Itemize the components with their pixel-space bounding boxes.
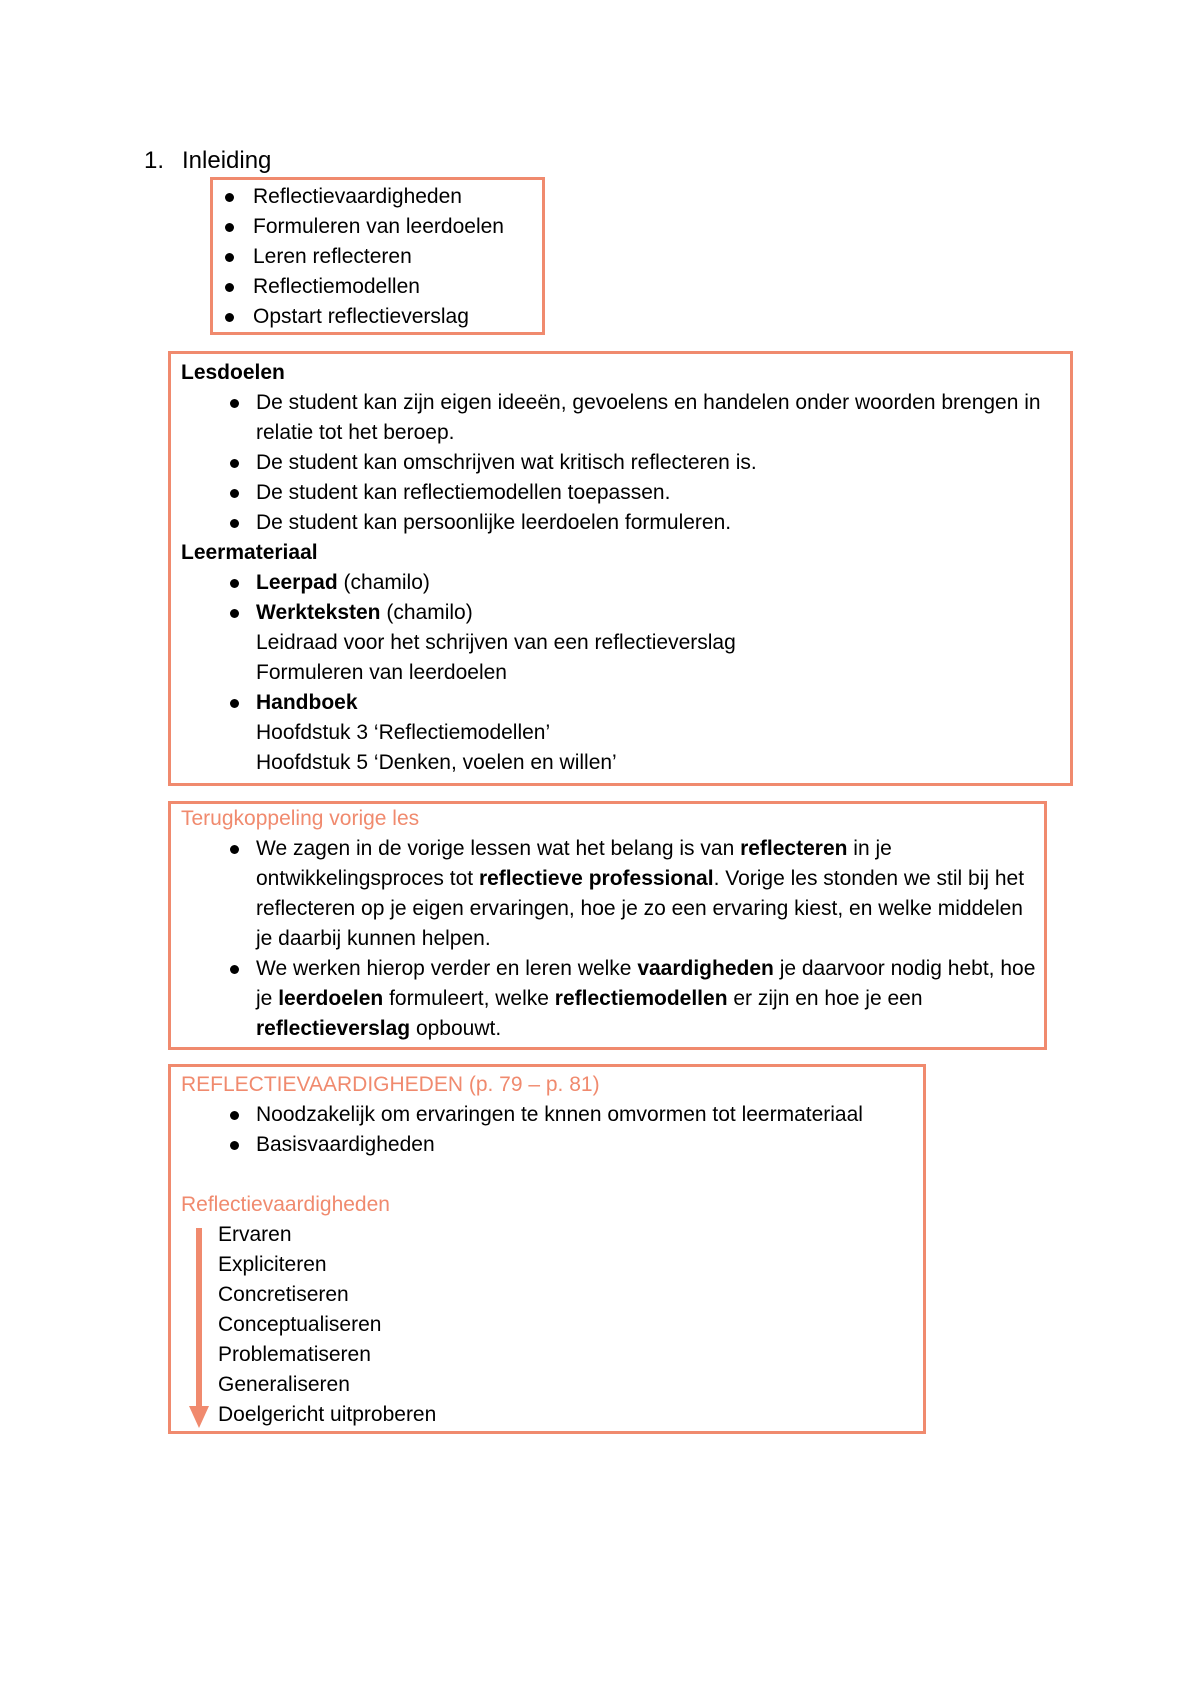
section-heading — [144, 146, 271, 176]
text-run: in je ontwikkelingsproces tot — [256, 837, 892, 890]
step-item: Problematiseren — [218, 1343, 371, 1366]
list-item — [181, 598, 1070, 628]
text-run-bold: reflectieve professional — [478, 867, 714, 890]
list-item — [181, 954, 1044, 1044]
reflectievaardigheden-list — [181, 1100, 923, 1160]
arrow-head-icon — [189, 1406, 209, 1428]
handboek-sub-2: Hoofdstuk 5 ‘Denken, voelen en willen’ — [256, 751, 617, 774]
reflectievaardigheden-subtitle: Reflectievaardigheden — [181, 1193, 390, 1216]
text-run-bold: reflectieverslag — [256, 1017, 411, 1040]
step-item: Generaliseren — [218, 1373, 350, 1396]
list-item: De student kan zijn eigen ideeën, gevoelens en handelen onder woorden brengen in relatie tot het beroep. — [181, 388, 1070, 448]
list-item: Opstart reflectieverslag — [213, 302, 542, 332]
werkteksten-note: (chamilo) — [380, 601, 473, 624]
list-item: De student kan reflectiemodellen toepassen. — [181, 478, 1070, 508]
list-item: De student kan persoonlijke leerdoelen formuleren. — [181, 508, 1070, 538]
reflectievaardigheden-title: REFLECTIEVAARDIGHEDEN (p. 79 – p. 81) — [181, 1073, 600, 1096]
list-item: Reflectiemodellen — [213, 272, 542, 302]
leerpad-label: Leerpad — [256, 571, 338, 594]
list-item: Reflectievaardigheden — [213, 182, 542, 212]
blank-line — [181, 1160, 923, 1190]
text-run: je daarvoor nodig hebt, hoe je — [256, 957, 1036, 1010]
terugkoppeling-box — [168, 801, 1047, 1050]
lesdoelen-list — [181, 388, 1070, 538]
list-item: Noodzakelijk om ervaringen te knnen omvormen tot leermateriaal — [181, 1100, 923, 1130]
leermateriaal-list — [181, 568, 1070, 628]
list-item — [181, 834, 1044, 954]
werkteksten-sub-1: Leidraad voor het schrijven van een reflectieverslag — [256, 631, 736, 654]
section-title: Inleiding — [182, 147, 272, 174]
terugkoppeling-title: Terugkoppeling vorige les — [181, 807, 420, 830]
lesdoelen-title: Lesdoelen — [181, 361, 285, 384]
text-run: er zijn en hoe je een — [727, 987, 923, 1010]
text-run-bold: vaardigheden — [637, 957, 774, 980]
werkteksten-label: Werkteksten — [256, 601, 381, 624]
list-item: Leren reflecteren — [213, 242, 542, 272]
text-run: opbouwt. — [410, 1017, 502, 1040]
text-run: We zagen in de vorige lessen wat het belang is van — [256, 837, 741, 860]
list-item: Basisvaardigheden — [181, 1130, 923, 1160]
step-item: Concretiseren — [218, 1283, 349, 1306]
section-number: 1. — [144, 147, 165, 174]
list-item — [181, 568, 1070, 598]
step-item: Expliciteren — [218, 1253, 327, 1276]
leerpad-note: (chamilo) — [337, 571, 430, 594]
overview-box — [210, 177, 545, 335]
list-item: De student kan omschrijven wat kritisch reflecteren is. — [181, 448, 1070, 478]
text-run: . Vorige les stonden we stil bij het reflecteren op je eigen ervaringen, hoe je zo een ervaring kiest, en welke middelen je daarbij kunnen helpen. — [256, 867, 1025, 950]
reflectievaardigheden-box — [168, 1064, 926, 1434]
step-item: Ervaren — [218, 1223, 292, 1246]
overview-list — [213, 182, 542, 332]
leermateriaal-title: Leermateriaal — [181, 541, 318, 564]
text-run-bold: leerdoelen — [278, 987, 384, 1010]
text-run: formuleert, welke — [383, 987, 555, 1010]
terugkoppeling-list — [181, 834, 1044, 1044]
handboek-sub-1: Hoofdstuk 3 ‘Reflectiemodellen’ — [256, 721, 551, 744]
handboek-label: Handboek — [256, 691, 358, 714]
handboek-list — [181, 688, 1070, 718]
lesdoelen-box — [168, 351, 1073, 786]
step-item: Conceptualiseren — [218, 1313, 382, 1336]
down-arrow-icon — [196, 1228, 202, 1408]
text-run-bold: reflecteren — [740, 837, 848, 860]
text-run-bold: reflectiemodellen — [554, 987, 728, 1010]
list-item: Formuleren van leerdoelen — [213, 212, 542, 242]
text-run: We werken hierop verder en leren welke — [256, 957, 638, 980]
steps-list — [181, 1220, 923, 1430]
list-item — [181, 688, 1070, 718]
werkteksten-sub-2: Formuleren van leerdoelen — [256, 661, 507, 684]
step-item: Doelgericht uitproberen — [218, 1403, 437, 1426]
